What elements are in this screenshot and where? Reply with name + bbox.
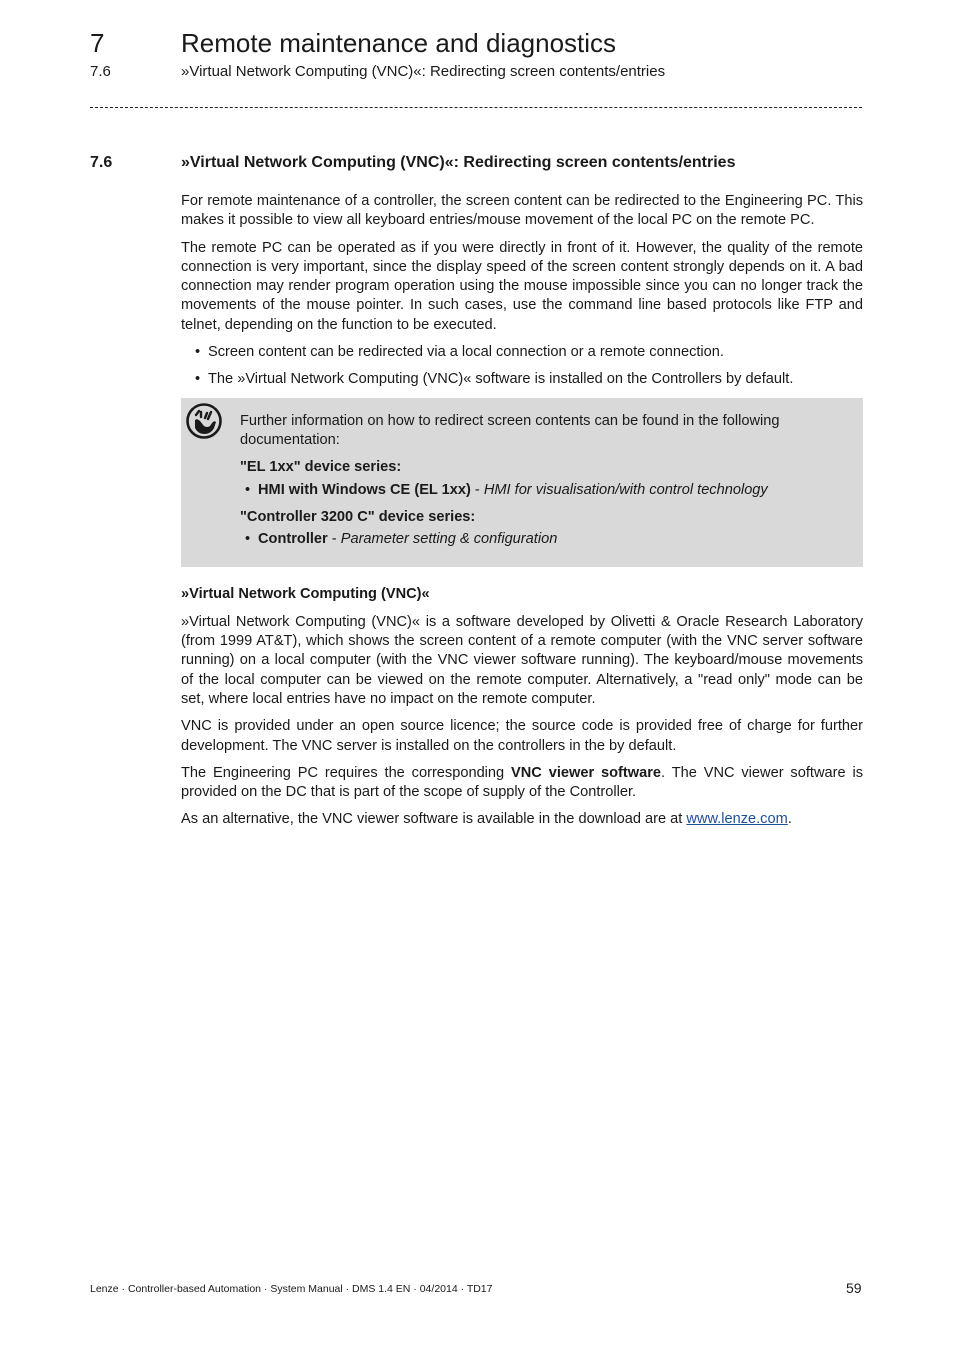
vnc-description-paragraph: »Virtual Network Computing (VNC)« is a software developed by Olivetti & Oracle Research Laboratory (from 1999 AT&T), which shows the screen content of a remote computer (with the VNC server software running) on a local computer (with the VNC viewer software running). The keyboard/mouse movements of the local computer can be viewed on the remote computer. Alternatively, a "read only" mode can be set, where local entries have no impact on the remote computer. [181,613,863,707]
info-hand-icon [185,402,223,440]
chapter-number: 7 [90,28,105,58]
vnc-licence-paragraph: VNC is provided under an open source licence; the source code is provided free of charge for further development. The VNC server is installed on the controllers in the by default. [181,718,863,754]
quality-paragraph: The remote PC can be operated as if you were directly in front of it. However, the quality of the remote connection is very important, since the display speed of the screen content strongly depends on it. A bad connection may render program operation using the mouse impossible since you can no longer track the movements of the mouse pointer. In such cases, use the command line based protocols like FTP and telnet, depending on the function to be executed. [181,239,863,333]
header-section-title: »Virtual Network Computing (VNC)«: Redirecting screen contents/entries [181,63,666,80]
doc-reference-item [240,530,843,549]
series-label-controller: "Controller 3200 C" device series: [240,508,476,525]
text-run: As an alternative, the VNC viewer software is available in the download are at [181,811,687,828]
bullet-list [181,343,863,390]
note-intro: Further information on how to redirect screen contents can be found in the following documentation: [240,412,780,448]
chapter-title: Remote maintenance and diagnostics [181,28,617,58]
doc-title: Controller [258,531,328,548]
doc-subtitle: Parameter setting & configuration [340,531,558,548]
vnc-viewer-paragraph [181,764,863,803]
section-number: 7.6 [90,154,113,171]
info-note-box [181,398,863,568]
download-paragraph [181,810,863,829]
lenze-website-link[interactable]: www.lenze.com [686,811,788,828]
doc-separator: - [470,481,484,498]
el1xx-doc-list [240,481,843,500]
text-run: The Engineering PC requires the corresponding [181,764,512,781]
text-run: . The VNC viewer software is provided on the DC that is part of the scope of supply of the Controller. [181,764,863,801]
doc-reference-item [240,481,843,500]
body-text [181,192,863,838]
text-run: . [787,811,792,828]
footer-document-info: Lenze · Controller-based Automation · System Manual · DMS 1.4 EN · 04/2014 · TD17 [90,1283,493,1295]
doc-title: HMI with Windows CE (EL 1xx) [258,481,471,498]
doc-separator: - [327,531,341,548]
list-item: • Screen content can be redirected via a local connection or a remote connection. [181,343,863,362]
vnc-subheading: »Virtual Network Computing (VNC)« [181,586,430,603]
viewer-software-term: VNC viewer software [511,764,662,781]
header-divider [90,107,862,108]
series-label-el1xx: "EL 1xx" device series: [240,459,402,476]
list-item: • The »Virtual Network Computing (VNC)« software is installed on the Controllers by default. [181,370,863,389]
intro-paragraph: For remote maintenance of a controller, the screen content can be redirected to the Engineering PC. This makes it possible to view all keyboard entries/mouse movement of the local PC on the remote PC. [181,193,863,229]
page-number: 59 [846,1280,862,1296]
controller-doc-list [240,530,843,549]
doc-subtitle: HMI for visualisation/with control technology [483,481,768,498]
header-section-number: 7.6 [90,63,111,80]
section-title: »Virtual Network Computing (VNC)«: Redirecting screen contents/entries [181,154,736,171]
